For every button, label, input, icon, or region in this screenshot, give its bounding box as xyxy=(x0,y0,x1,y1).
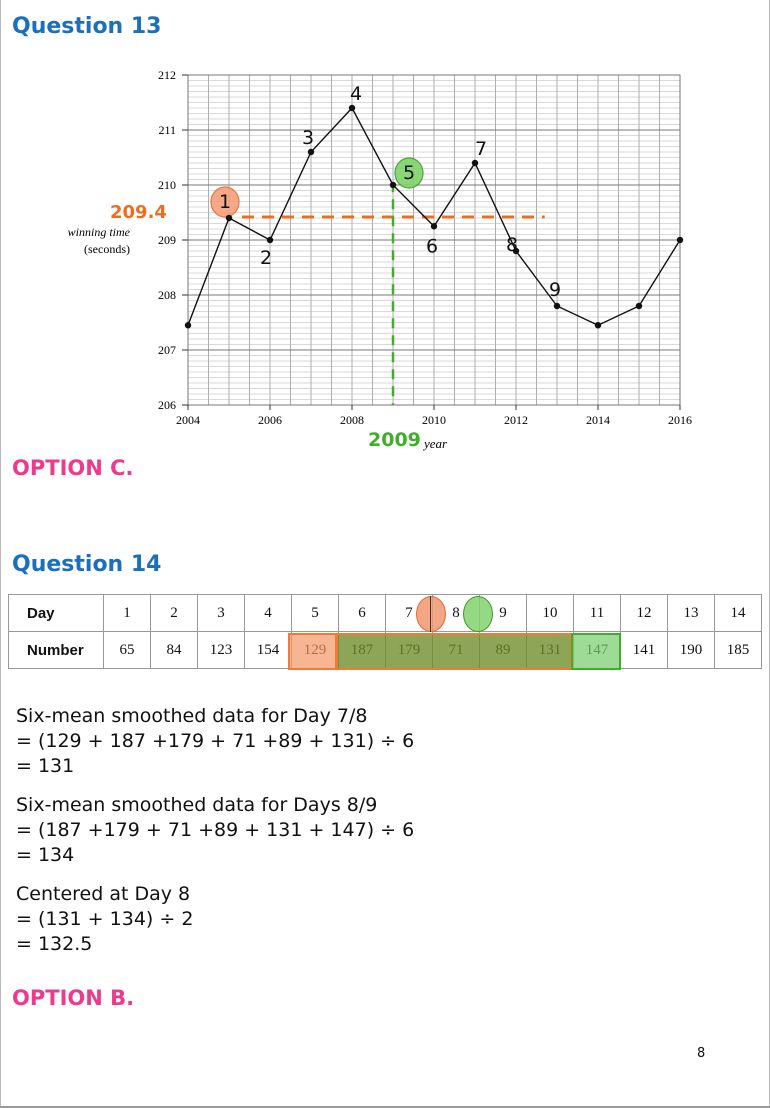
working-block-3 xyxy=(16,882,193,957)
table-cell: 2 xyxy=(151,595,198,632)
y-tick-label: 206 xyxy=(158,398,176,412)
table-cell: 5 xyxy=(292,595,339,632)
point-label: 5 xyxy=(402,162,416,184)
data-point xyxy=(636,303,642,309)
table-cell: 11 xyxy=(574,595,621,632)
y-tick-label: 211 xyxy=(158,123,176,137)
working-line: Six-mean smoothed data for Day 7/8 xyxy=(16,705,368,727)
highlight-day-5 xyxy=(288,633,337,670)
x-tick-label: 2004 xyxy=(176,413,200,427)
y-tick-label: 212 xyxy=(158,68,176,82)
table-row-day xyxy=(9,595,762,632)
x-tick-label: 2006 xyxy=(258,413,282,427)
question-13-heading: Question 13 xyxy=(12,14,162,39)
data-point xyxy=(267,237,273,243)
data-point xyxy=(185,322,191,328)
working-block-2 xyxy=(16,793,414,868)
y-tick-label: 209 xyxy=(158,233,176,247)
data-point xyxy=(390,182,396,188)
y-axis-label-line-2: (seconds) xyxy=(84,242,130,256)
data-point xyxy=(308,149,314,155)
point-label: 4 xyxy=(349,83,363,105)
winning-time-chart xyxy=(0,62,770,462)
table-cell: 12 xyxy=(621,595,668,632)
table-cell: 84 xyxy=(151,632,198,669)
data-point xyxy=(554,303,560,309)
point-label: 6 xyxy=(425,235,439,258)
y-axis-label-line-1: winning time xyxy=(67,225,130,239)
table-cell: 6 xyxy=(339,595,386,632)
table-cell: 154 xyxy=(245,632,292,669)
question-14-answer: OPTION B. xyxy=(12,986,135,1010)
table-cell: 190 xyxy=(668,632,715,669)
working-line: = (131 + 134) ÷ 2 xyxy=(16,908,194,930)
page-number: 8 xyxy=(697,1046,706,1061)
table-cell: 8 xyxy=(433,595,480,632)
hline-label: 209.4 xyxy=(110,202,167,223)
green-marker-oval xyxy=(463,596,493,632)
working-line: Six-mean smoothed data for Days 8/9 xyxy=(16,794,378,816)
x-tick-label: 2014 xyxy=(586,413,610,427)
table-cell: 185 xyxy=(715,632,762,669)
working-line: = (187 +179 + 71 +89 + 131 + 147) ÷ 6 xyxy=(16,819,415,841)
working-line: Centered at Day 8 xyxy=(16,883,191,905)
table-cell: 65 xyxy=(104,632,151,669)
y-tick-label: 208 xyxy=(158,288,176,302)
point-label: 8 xyxy=(505,234,519,256)
point-label: 1 xyxy=(218,191,232,213)
point-label: 3 xyxy=(301,127,315,149)
marker-divider xyxy=(430,596,431,632)
data-point xyxy=(595,322,601,328)
highlight-day-11 xyxy=(571,633,621,670)
working-block-1 xyxy=(16,704,414,779)
table-row-header: Day xyxy=(9,595,104,632)
table-cell: 123 xyxy=(198,632,245,669)
working-line: = 134 xyxy=(16,844,75,866)
x-tick-label: 2016 xyxy=(668,413,692,427)
table-cell: 10 xyxy=(527,595,574,632)
orange-marker-oval xyxy=(416,596,446,632)
table-cell: 13 xyxy=(668,595,715,632)
data-point xyxy=(472,160,478,166)
working-line: = 132.5 xyxy=(16,933,93,955)
data-point xyxy=(431,223,437,229)
x-tick-label: 2010 xyxy=(422,413,446,427)
table-cell: 141 xyxy=(621,632,668,669)
point-label: 7 xyxy=(474,138,488,160)
highlight-days-6-to-10 xyxy=(336,633,572,670)
y-tick-label: 210 xyxy=(158,178,176,192)
chart-annotations xyxy=(211,158,545,405)
data-point xyxy=(349,105,355,111)
working-line: = 131 xyxy=(16,755,75,777)
x-axis-label: year xyxy=(424,436,448,451)
x-tick-label: 2012 xyxy=(504,413,528,427)
y-tick-label: 207 xyxy=(158,343,176,357)
question-13-answer: OPTION C. xyxy=(12,456,134,480)
table-cell: 7 xyxy=(386,595,433,632)
table-cell: 4 xyxy=(245,595,292,632)
question-14-heading: Question 14 xyxy=(12,552,162,577)
table-row-header: Number xyxy=(9,632,104,669)
table-cell: 3 xyxy=(198,595,245,632)
table-cell: 1 xyxy=(104,595,151,632)
table-cell: 14 xyxy=(715,595,762,632)
x-tick-label: 2008 xyxy=(340,413,364,427)
data-point xyxy=(677,237,683,243)
point-label: 2 xyxy=(259,247,273,269)
data-point xyxy=(226,215,232,221)
vline-label: 2009 xyxy=(368,429,421,451)
point-label: 9 xyxy=(548,279,562,301)
table-cell: 9 xyxy=(480,595,527,632)
working-line: = (129 + 187 +179 + 71 +89 + 131) ÷ 6 xyxy=(16,730,415,752)
